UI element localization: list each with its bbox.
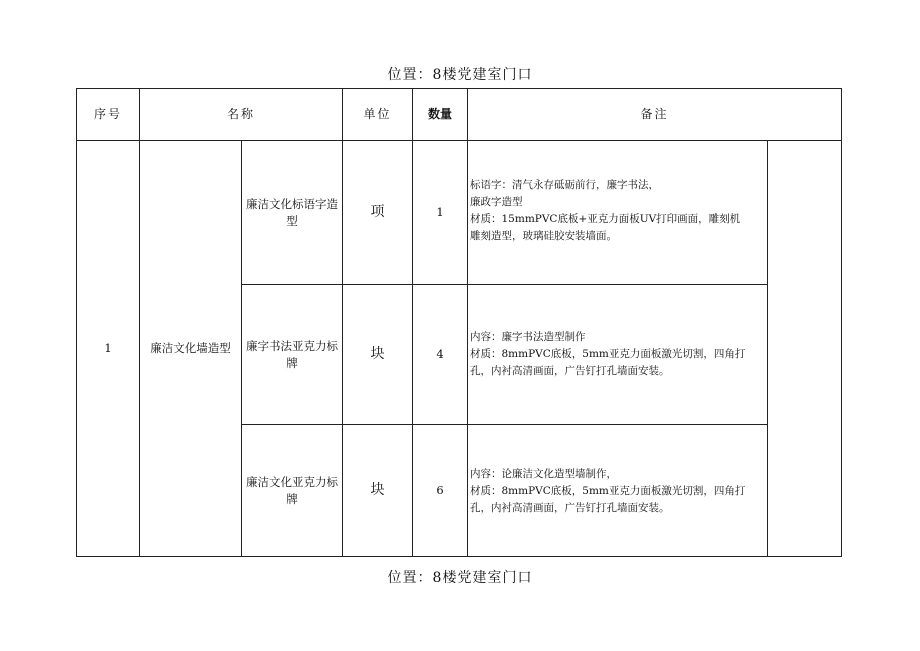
row-3-item: 廉洁文化亚克力标牌 [246, 474, 338, 506]
row-1-qty: 1 [436, 205, 444, 219]
row-3-notes [468, 466, 767, 517]
group-name: 廉洁文化墙造型 [150, 341, 231, 355]
header-remark: 备注 [640, 107, 669, 121]
row-3-unit: 块 [370, 482, 385, 498]
note-line: 雕刻造型，玻璃硅胶安装墙面。 [470, 230, 617, 242]
col-divider [241, 141, 242, 556]
note-line: 孔，内衬高清画面，广告钉打孔墙面安装。 [470, 365, 670, 377]
row-2-qty: 4 [436, 347, 444, 361]
row-2-unit: 块 [370, 346, 385, 362]
location-title-top: 位置：8楼党建室门口 [387, 67, 533, 83]
note-line: 材质：8mmPVC底板，5mm亚克力面板激光切割，四角打 [470, 485, 746, 497]
row-2-notes [468, 329, 767, 380]
row-3-qty: 6 [436, 483, 444, 497]
location-title-bottom: 位置：8楼党建室门口 [387, 570, 533, 586]
note-line: 内容：廉字书法造型制作 [470, 331, 586, 343]
header-seq: 序号 [93, 107, 122, 121]
group-seq: 1 [104, 341, 112, 355]
note-line: 材质：15mmPVC底板+亚克力面板UV打印画面，雕刻机 [470, 213, 741, 225]
note-line: 材质：8mmPVC底板，5mm亚克力面板激光切割，四角打 [470, 348, 746, 360]
col-divider [767, 141, 768, 556]
item-table [76, 88, 842, 557]
note-line: 内容：论廉洁文化造型墙制作， [470, 468, 617, 480]
note-line: 孔，内衬高清画面，广告钉打孔墙面安装。 [470, 502, 670, 514]
note-line: 标语字：清气永存砥砺前行，廉字书法， [470, 179, 659, 191]
row-2-item: 廉字书法亚克力标牌 [246, 338, 338, 370]
row-1-item: 廉洁文化标语字造型 [246, 196, 338, 228]
header-qty: 数量 [427, 107, 452, 121]
row-1-notes [468, 177, 767, 245]
row-1-unit: 项 [370, 204, 385, 220]
note-line: 廉政字造型 [470, 196, 523, 208]
header-name: 名称 [226, 107, 255, 121]
header-unit: 单位 [363, 107, 392, 121]
